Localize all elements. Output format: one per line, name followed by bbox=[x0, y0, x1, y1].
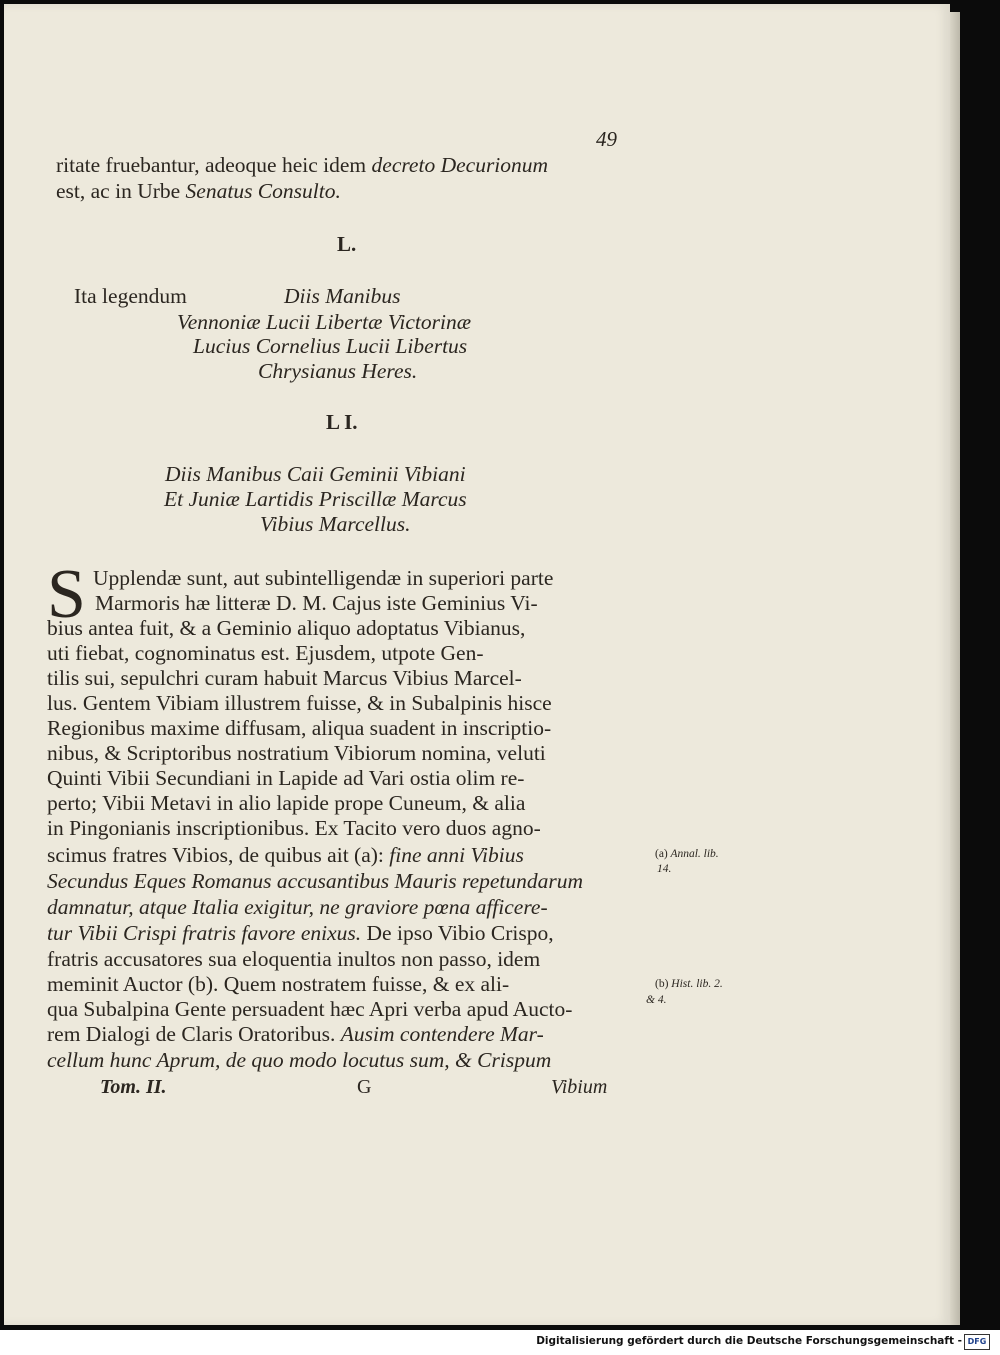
text-line: in Pingonianis inscriptionibus. Ex Tacito vero duos agno- bbox=[47, 816, 541, 840]
text-line: Secundus Eques Romanus accusantibus Mauris repetundarum bbox=[47, 869, 584, 893]
inscription-line: Vennoniæ Lucii Libertæ Victorinæ bbox=[177, 310, 472, 334]
text-line: ritate fruebantur, adeoque heic idem decreto Decurionum bbox=[56, 153, 549, 177]
margin-note: (b) Hist. lib. 2. bbox=[655, 978, 723, 990]
text-line: Marmoris hæ litteræ D. M. Cajus iste Geminius Vi- bbox=[95, 591, 538, 615]
text-line: bius antea fuit, & a Geminio aliquo adoptatus Vibianus, bbox=[47, 616, 526, 640]
text-line: fratris accusatores sua eloquentia inultos non passo, idem bbox=[47, 947, 541, 971]
text-line: tur Vibii Crispi fratris favore enixus. De ipso Vibio Crispo, bbox=[47, 921, 554, 945]
text-line: uti fiebat, cognominatus est. Ejusdem, utpote Gen- bbox=[47, 641, 484, 665]
catchword: Vibium bbox=[551, 1076, 608, 1098]
text-line: rem Dialogi de Claris Oratoribus. Ausim contendere Mar- bbox=[47, 1022, 544, 1046]
margin-note-continuation: 14. bbox=[657, 863, 672, 875]
drop-cap: S bbox=[47, 556, 86, 633]
inscription-lead: Ita legendum bbox=[74, 284, 187, 308]
inscription-line: Chrysianus Heres. bbox=[258, 359, 418, 383]
inscription-line: Diis Manibus bbox=[284, 284, 401, 308]
inscription-line: Lucius Cornelius Lucii Libertus bbox=[193, 334, 468, 358]
signature-mark: G bbox=[357, 1076, 372, 1098]
text-line: Regionibus maxime diffusam, aliqua suadent in inscriptio- bbox=[47, 716, 552, 740]
text-line: lus. Gentem Vibiam illustrem fuisse, & in Subalpinis hisce bbox=[47, 691, 552, 715]
text-line: scimus fratres Vibios, de quibus ait (a): fine anni Vibius bbox=[47, 843, 524, 867]
inscription-line: Diis Manibus Caii Geminii Vibiani bbox=[165, 462, 466, 486]
inscription-line: Vibius Marcellus. bbox=[260, 512, 411, 536]
text-line: meminit Auctor (b). Quem nostratem fuisse, & ex ali- bbox=[47, 972, 510, 996]
credit-text: Digitalisierung gefördert durch die Deutsche Forschungsgemeinschaft - bbox=[536, 1335, 962, 1347]
text-line: qua Subalpina Gente persuadent hæc Apri verba apud Aucto- bbox=[47, 997, 573, 1021]
text-line: damnatur, atque Italia exigitur, ne graviore pœna afficere- bbox=[47, 895, 548, 919]
text-line: est, ac in Urbe Senatus Consulto. bbox=[56, 179, 341, 203]
volume-number: Tom. II. bbox=[100, 1076, 167, 1098]
text-line: Quinti Vibii Secundiani in Lapide ad Vari ostia olim re- bbox=[47, 766, 525, 790]
text-line: nibus, & Scriptoribus nostratium Vibiorum nomina, veluti bbox=[47, 741, 546, 765]
margin-note-continuation: & 4. bbox=[646, 994, 667, 1006]
text-line: Upplendæ sunt, aut subintelligendæ in superiori parte bbox=[93, 566, 554, 590]
dfg-logo: DFG bbox=[964, 1334, 990, 1350]
text-line: cellum hunc Aprum, de quo modo locutus sum, & Crispum bbox=[47, 1048, 552, 1072]
inscription-line: Et Juniæ Lartidis Priscillæ Marcus bbox=[164, 487, 467, 511]
text-line: perto; Vibii Metavi in alio lapide prope Cuneum, & alia bbox=[47, 791, 526, 815]
margin-note: (a) Annal. lib. bbox=[655, 848, 719, 860]
text-line: tilis sui, sepulchri curam habuit Marcus Vibius Marcel- bbox=[47, 666, 522, 690]
page-number: 49 bbox=[596, 127, 617, 151]
section-heading: L. bbox=[337, 232, 357, 256]
section-heading: L I. bbox=[326, 410, 358, 434]
page-edge bbox=[950, 12, 960, 1325]
